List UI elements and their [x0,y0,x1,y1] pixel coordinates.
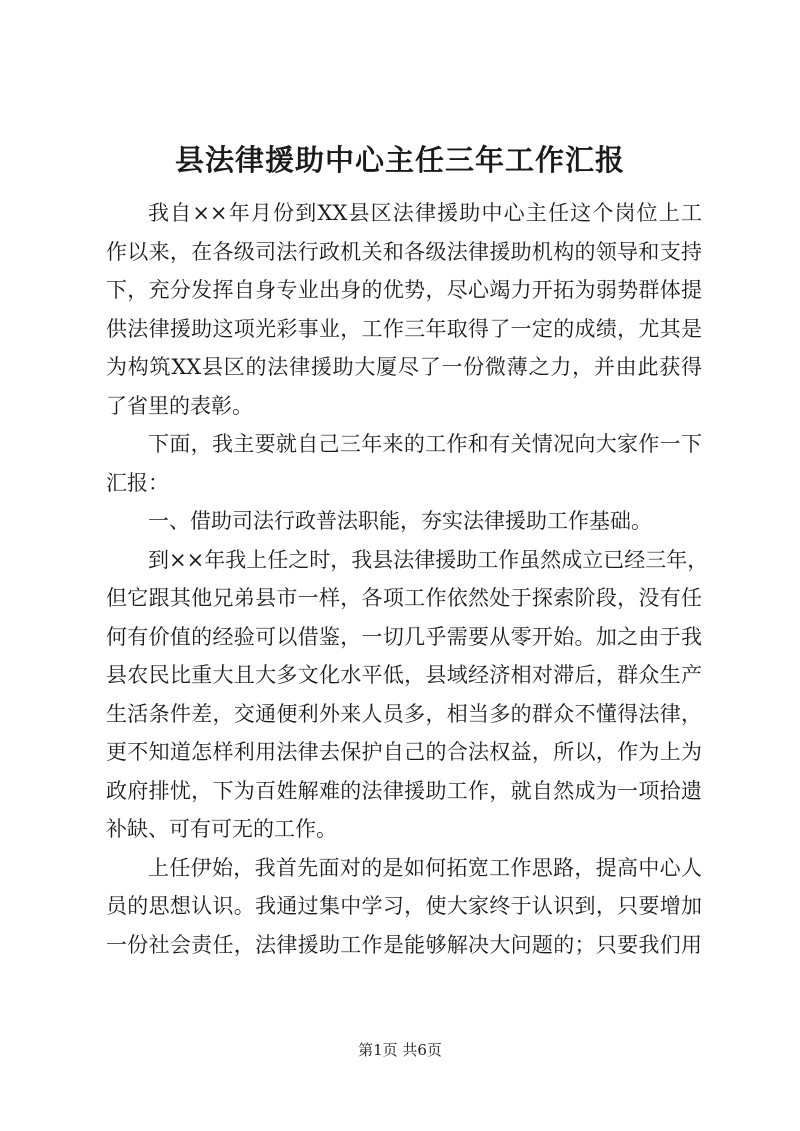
document-body [106,194,709,964]
text-line: 生活条件差，交通便利外来人员多，相当多的群众不懂得法律， [106,701,702,726]
text-line: 但它跟其他兄弟县市一样，各项工作依然处于探索阶段，没有任 [106,586,702,610]
text-line: 供法律援助这项光彩事业，工作三年取得了一定的成绩，尤其是 [106,316,702,341]
text-line: 补缺、可有可无的工作。 [106,817,337,841]
section-heading: 一、借助司法行政普法职能，夯实法律援助工作基础。 [148,509,652,533]
text-line: 汇报： [106,470,169,495]
text-line: 政府排忧，下为百姓解难的法律援助工作，就自然成为一项拾遗 [106,778,702,803]
text-line: 下面，我主要就自己三年来的工作和有关情况向大家作一下 [148,432,702,456]
text-line: 一份社会责任，法律援助工作是能够解决大问题的；只要我们用 [106,932,702,957]
text-line: 县农民比重大且大多文化水平低，县域经济相对滞后，群众生产 [106,663,702,687]
text-line: 上任伊始，我首先面对的是如何拓宽工作思路，提高中心人 [148,855,702,880]
text-line: 下，充分发挥自身专业出身的优势，尽心竭力开拓为弱势群体提 [106,278,702,302]
text-line: 了省里的表彰。 [106,393,253,418]
text-line: 为构筑XX县区的法律援助大厦尽了一份微薄之力，并由此获得 [106,355,702,379]
text-line: 到××年我上任之时，我县法律援助工作虽然成立已经三年， [148,547,709,572]
document-title: 县法律援助中心主任三年工作汇报 [174,143,625,177]
text-line: 作以来，在各级司法行政机关和各级法律援助机构的领导和支持 [106,239,702,264]
text-line: 何有价值的经验可以借鉴，一切几乎需要从零开始。加之由于我 [106,624,702,649]
text-line: 员的思想认识。我通过集中学习，使大家终于认识到，只要增加 [106,894,702,918]
text-line: 更不知道怎样利用法律去保护自己的合法权益，所以，作为上为 [106,740,702,764]
page-number-footer: 第1页 共6页 [358,1041,442,1059]
text-line: 我自××年月份到XX县区法律援助中心主任这个岗位上工 [148,201,702,225]
